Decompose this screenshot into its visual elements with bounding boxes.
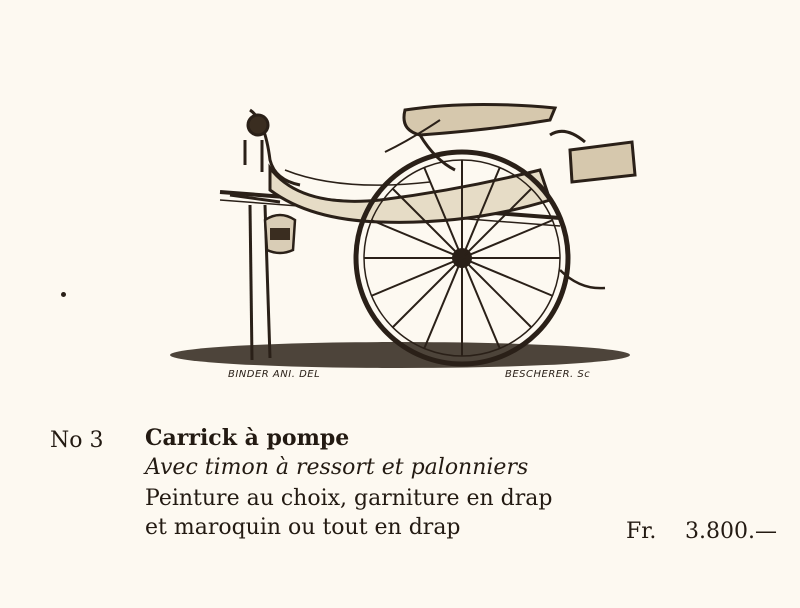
credit-engraver: BESCHERER. Sc (505, 369, 591, 380)
item-description-line2: et maroquin ou tout en drap (145, 515, 461, 540)
carriage-illustration (170, 90, 650, 390)
currency-label: Fr. (626, 519, 657, 544)
seat (404, 104, 555, 135)
rear-bench (550, 131, 635, 182)
item-price: 3.800.— (685, 519, 777, 544)
item-subtitle: Avec timon à ressort et palonniers (145, 455, 529, 480)
item-title: Carrick à pompe (145, 425, 350, 451)
item-description-line1: Peinture au choix, garniture en drap (145, 486, 553, 511)
lamp-icon (265, 215, 295, 253)
credit-artist: BINDER ANI. DEL (228, 369, 321, 380)
carriage-wheel (356, 152, 568, 364)
ink-dot (61, 292, 66, 297)
item-number: No 3 (50, 428, 104, 453)
